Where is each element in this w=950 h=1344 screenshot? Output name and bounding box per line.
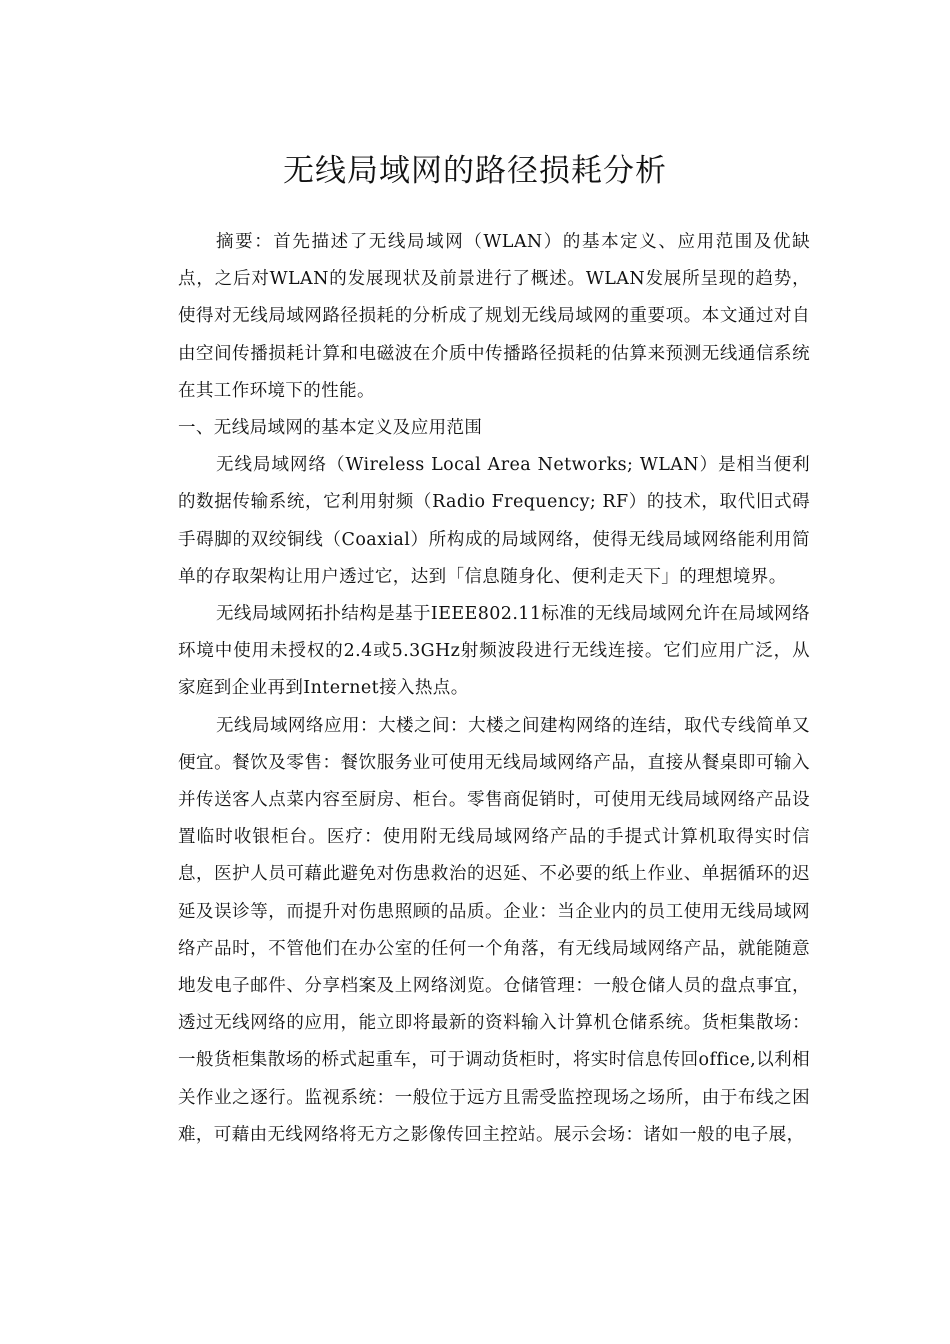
document-title: 无线局域网的路径损耗分析	[283, 152, 667, 189]
body-paragraph-applications: 无线局域网络应用：大楼之间：大楼之间建构网络的连结，取代专线简单又便宜。餐饮及零售：餐饮服务业可使用无线局域网络产品，直接从餐桌即可输入并传送客人点菜内容至厨房、柜台。零售商促销时，可使用无线局域网络产品设置临时收银柜台。医疗：使用附无线局域网络产品的手提式计算机取得实时信息，医护人员可藉此避免对伤患救治的迟延、不必要的纸上作业、单据循环的迟延及误诊等，而提升对伤患照顾的品质。企业：当企业内的员工使用无线局域网络产品时，不管他们在办公室的任何一个角落，有无线局域网络产品，就能随意地发电子邮件、分享档案及上网络浏览。仓储管理：一般仓储人员的盘点事宜，透过无线网络的应用，能立即将最新的资料输入计算机仓储系统。货柜集散场：一般货柜集散场的桥式起重车，可于调动货柜时，将实时信息传回office,以利相关作业之逐行。监视系统：一般位于远方且需受监控现场之场所，由于布线之困难，可藉由无线网络将无方之影像传回主控站。展示会场：诸如一般的电子展，	[178, 715, 810, 1145]
section-heading: 一、无线局域网的基本定义及应用范围	[178, 418, 483, 439]
abstract-paragraph: 摘要：首先描述了无线局域网（WLAN）的基本定义、应用范围及优缺点，之后对WLAN的发展现状及前景进行了概述。WLAN发展所呈现的趋势，使得对无线局域网路径损耗的分析成了规划无线局域网的重要项。本文通过对自由空间传播损耗计算和电磁波在介质中传播路径损耗的估算来预测无线通信系统在其工作环境下的性能。	[178, 232, 810, 401]
body-paragraph-topology: 无线局域网拓扑结构是基于IEEE802.11标准的无线局域网允许在局域网络环境中使用未授权的2.4或5.3GHz射频波段进行无线连接。它们应用广泛，从家庭到企业再到Internet接入热点。	[178, 604, 810, 699]
document-body	[178, 224, 810, 1154]
body-paragraph-definition: 无线局域网络（Wireless Local Area Networks; WLAN）是相当便利的数据传输系统，它利用射频（Radio Frequency; RF）的技术，取代旧式碍手碍脚的双绞铜线（Coaxial）所构成的局域网络，使得无线局域网络能利用简单的存取架构让用户透过它，达到「信息随身化、便利走天下」的理想境界。	[178, 455, 810, 587]
